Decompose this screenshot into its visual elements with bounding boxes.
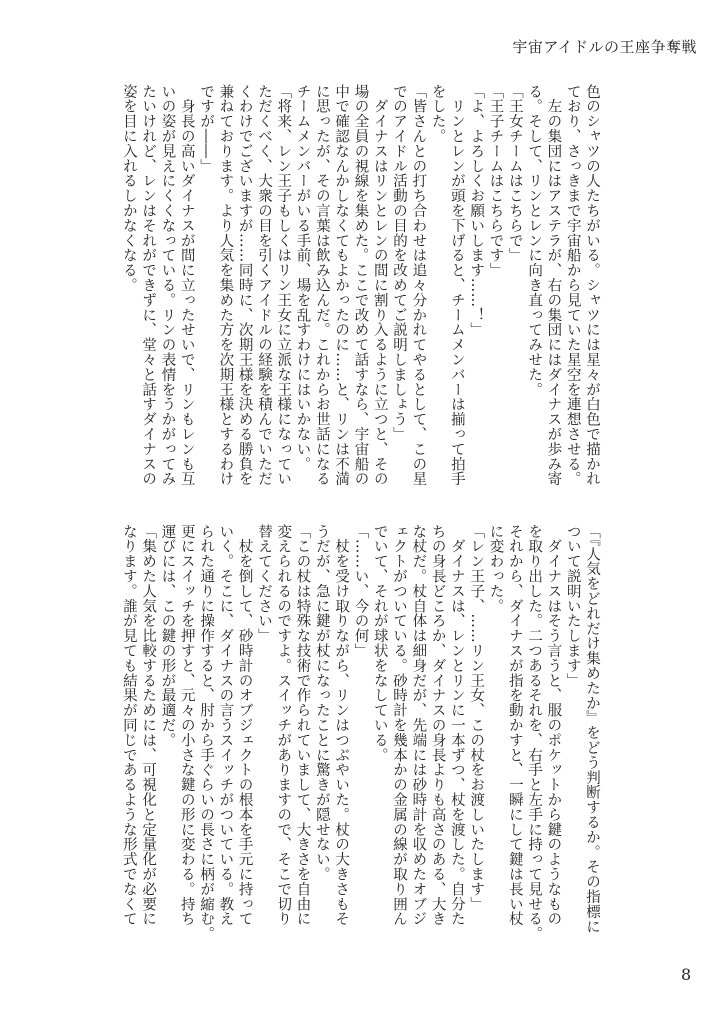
text-line: 左の集団にはアステラが、右の集団にはダイナスが歩み寄 <box>545 84 562 487</box>
text-line: 変えられるのですよ。スイッチがありますので、そこで切り <box>275 524 292 927</box>
text-line: 身長の高いダイナスが間に立ったせいで、リンもレンも互 <box>178 84 195 487</box>
running-title: 宇宙アイドルの王座争奪戦 <box>512 38 697 56</box>
text-line: ただくべく、大衆の目を引くアイドルの経験を積んでいただ <box>255 84 272 487</box>
text-line: 更にスイッチを押すと、元々の小さな鍵の形に変わる。持ち <box>178 524 195 927</box>
text-line: られた通りに操作すると、肘から手ぐらいの長さに柄が縮む。 <box>198 524 215 942</box>
text-line: 色のシャツの人たちがいる。シャツには星々が白色で描かれ <box>584 84 600 487</box>
lower-text-block <box>119 524 601 942</box>
text-line: なります。誰が見ても結果が同じであるような形式でなくて <box>120 524 137 927</box>
text-line: ダイナスはそう言うと、服のポケットから鍵のようなもの <box>545 524 562 927</box>
text-line: いの姿が見えにくくなっている。リンの表情をうかがってみ <box>159 84 176 487</box>
text-line: たいけれど、レンはそれができずに、堂々と話すダイナスの <box>140 84 157 487</box>
text-line: リンとレンが頭を下げると、チームメンバーは揃って拍手 <box>448 84 465 487</box>
text-line: る。そして、リンとレンに向き直ってみせた。 <box>526 84 543 397</box>
text-line: ついて説明いたします」 <box>564 524 581 688</box>
text-line: をした。 <box>429 84 446 144</box>
text-line: うだが、急に鍵が杖になったことに驚きが隠せない。 <box>313 524 330 882</box>
text-line: くわけでございますが……同時に、次期王様を決める勝負を <box>236 84 253 487</box>
text-line: 兼ねております。より人気を集めた方を次期王様とするわけ <box>217 84 234 487</box>
text-line: ですが――」 <box>198 84 215 174</box>
text-line: 姿を目に入れるしかなくなる。 <box>120 84 137 293</box>
text-line: 運びには、この鍵の形が最適だ。 <box>159 524 176 748</box>
text-line: ダイナスは、レンとリンに一本ずつ、杖を渡した。自分た <box>448 524 465 927</box>
page-number: 8 <box>681 965 692 984</box>
text-line: 「皆さんとの打ち合わせは追々分かれてやるとして、この星 <box>410 84 427 487</box>
text-line: 「レン王子、……リン王女、この杖をお渡しいたします」 <box>468 524 485 912</box>
text-line: でいて、それが球状をなしている。 <box>371 524 388 763</box>
text-line: 「王子チームはこちらです」 <box>487 84 504 278</box>
text-line: 「王女チームはこちらで」 <box>506 84 523 263</box>
text-line: ダイナスはリンとレンの間に割り入るように立つと、その <box>371 84 388 487</box>
text-line: 「将来、レン王子もしくはリン王女に立派な王様になってい <box>275 84 292 487</box>
text-line: でのアイドル活動の目的を改めてご説明しましょう」 <box>391 84 408 442</box>
text-line: を取り出した。二つあるそれを、右手と左手に持って見せる。 <box>526 524 543 942</box>
text-line: ちの身長どころか、ダイナスの身長よりも高さのある、大き <box>429 524 446 927</box>
text-line: 「よ、よろしくお願いします……！」 <box>468 84 485 338</box>
text-line: ており、さっきまで宇宙船から見ていた星空を連想させる。 <box>564 84 581 487</box>
text-line: 「『人気をどれだけ集めたか』をどう判断するか。その指標に <box>584 524 600 934</box>
text-line: 「集めた人気を比較するためには、可視化と定量化が必要に <box>140 524 157 927</box>
text-line: 「この杖は特殊な技術で作られていまして、大きさを自由に <box>294 524 311 927</box>
text-line: それから、ダイナスが指を動かすと、一瞬にして鍵は長い杖 <box>506 524 523 927</box>
text-line: な杖だ。杖自体は細身だが、先端には砂時計を収めたオブジ <box>410 524 427 927</box>
text-line: チームメンバーがいる手前、場を乱すわけにはいかない。 <box>294 84 311 472</box>
text-line: 替えてください」 <box>255 524 272 644</box>
text-line: 杖を受け取りながら、リンはつぶやいた。杖の大きさもそ <box>333 524 350 927</box>
text-line: 場の全員の視線を集めた。ここで改めて話すなら、宇宙船の <box>352 84 369 487</box>
text-line: に思ったが、その言葉は飲み込んだ。これからお世話になる <box>313 84 330 487</box>
upper-text-block <box>119 84 601 496</box>
text-line: いく。そこに、ダイナスの言うスイッチがついている。教え <box>217 524 234 927</box>
text-line: 杖を倒して、砂時計のオブジェクトの根本を手元に持って <box>236 524 253 927</box>
text-line: 中で確認なんかしなくてもよかったのに……と、リンは不満 <box>333 84 350 487</box>
text-line: に変わった。 <box>487 524 504 614</box>
text-line: 「……い、今の何」 <box>352 524 369 659</box>
text-line: ェクトがついている。砂時計を幾本かの金属の線が取り囲ん <box>391 524 408 927</box>
